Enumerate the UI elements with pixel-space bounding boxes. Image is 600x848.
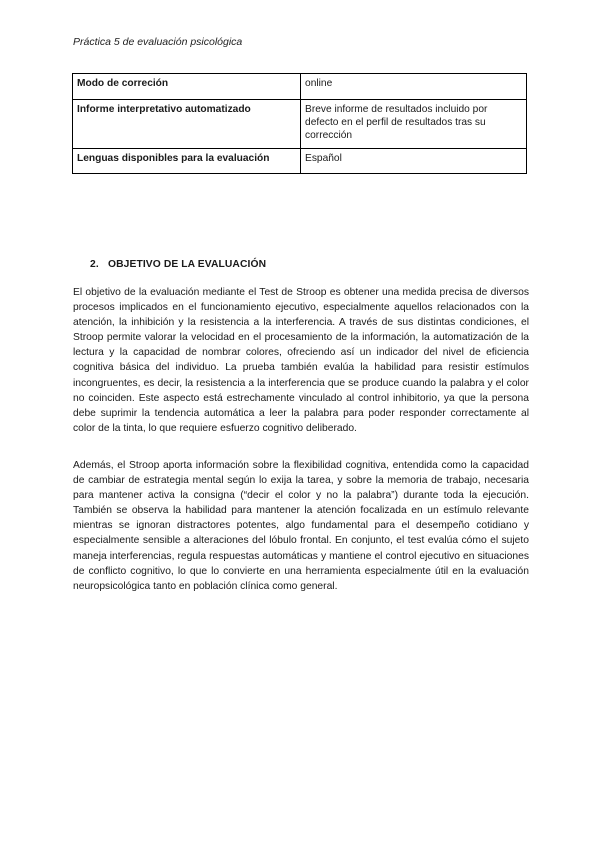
table-label-cell: Modo de correción: [73, 74, 301, 100]
table-value-cell: Español: [301, 149, 527, 174]
table-row: [73, 149, 527, 174]
table-label-cell: Informe interpretativo automatizado: [73, 100, 301, 149]
table-value-cell: online: [301, 74, 527, 100]
body-paragraph: Además, el Stroop aporta información sobre la flexibilidad cognitiva, entendida como la capacidad de cambiar de estrategia mental según lo exija la tarea, y sobre la memoria de trabajo, necesaria para mantener activa la consigna (“decir el color y no la palabra”) durante toda la ejecución. También se observa la habilidad para mantener la atención focalizada en un estímulo relevante mientras se ignoran distractores potentes, algo fundamental para el desempeño cotidiano y especialmente sensible a alteraciones del lóbulo frontal. En conjunto, el test evalúa cómo el sujeto maneja interferencias, regula respuestas automáticas y mantiene el control ejecutivo en situaciones de conflicto cognitivo, lo que lo convierte en una herramienta especialmente útil en la evaluación neuropsicológica tanto en población clínica como general.: [73, 460, 529, 592]
info-table: [72, 73, 527, 174]
table-label-cell: Lenguas disponibles para la evaluación: [73, 149, 301, 174]
body-paragraph: El objetivo de la evaluación mediante el Test de Stroop es obtener una medida precisa de diversos procesos implicados en el funcionamiento ejecutivo, especialmente aquellos relacionados con la atención, la inhibición y la resistencia a la interferencia. A través de sus distintas condiciones, el Stroop permite valorar la velocidad en el procesamiento de la información, la automatización de la lectura y la capacidad de nombrar colores, ofreciendo así un indicador del nivel de eficiencia cognitiva básica del individuo. La prueba también evalúa la habilidad para resistir estímulos incongruentes, es decir, la resistencia a la interferencia que se produce cuando la palabra y el color no coinciden. Este aspecto está estrechamente vinculado al control inhibitorio, ya que la persona debe suprimir la tendencia automática a leer la palabra para poder responder correctamente al color de la tinta, lo que requiere esfuerzo cognitivo deliberado.: [73, 287, 529, 434]
section-heading: [90, 259, 266, 270]
table-row: [73, 100, 527, 149]
table-row: [73, 74, 527, 100]
section-title: OBJETIVO DE LA EVALUACIÓN: [108, 259, 267, 270]
section-number: 2.: [90, 259, 99, 270]
running-header: Práctica 5 de evaluación psicológica: [73, 36, 243, 48]
table-value-cell: Breve informe de resultados incluido por defecto en el perfil de resultados tras su corrección: [301, 100, 527, 149]
